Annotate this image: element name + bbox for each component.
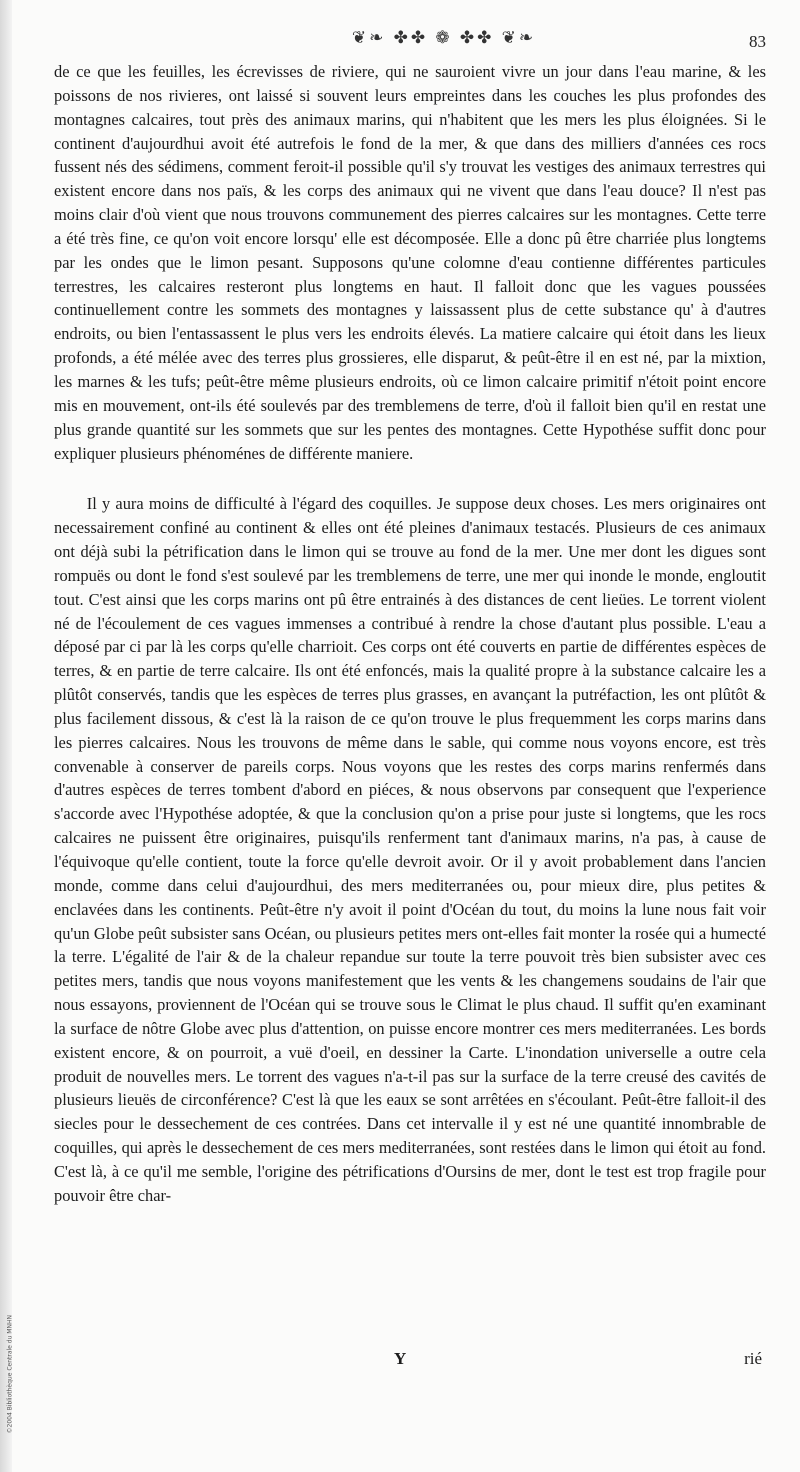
paragraph-1: de ce que les feuilles, les écrevisses de riviere, qui ne sauroient vivre un jour dans l'eau marine, & les poissons de nos rivieres, ont laissé si souvent leurs empreintes dans les couches les plus profondes des montagnes calcaires, tout près des animaux marins, qui n'habitent que les mers les plus éloignées. Si le continent d'aujourdhui avoit été autrefois le fond de la mer, & que dans des milliers d'années ces rocs fussent nés des sédimens, comment feroit-il possible qu'il s'y trouvat les vestiges des animaux terrestres qui existent encore dans nos païs, & les corps des animaux qui ne vivent que dans l'eau douce? Il n'est pas moins clair d'où vient que nous trouvons communement des pierres calcaires sur les montagnes. Cette terre a été très fine, ce qu'on voit encore lorsqu' elle est décomposée. Elle a donc pû être charriée plus longtems par les ondes que le limon pesant. Supposons qu'une colomne d'eau contienne différentes particules terrestres, les calcaires resteront plus longtems en haut. Il falloit donc que les vagues poussées continuellement contre les sommets des montagnes y laissassent plus de cette substance qu' à d'autres endroits, ou bien l'entassassent le plus vers les endroits élevés. La matiere calcaire qui étoit dans les lieux profonds, a été mélée avec des terres plus grossieres, elle disparut, & peût-être il en est né, par la mixtion, les marnes & les tufs; peût-être même plusieurs endroits, où ce limon calcaire primitif n'étoit point encore mis en mouvement, ont-ils été soulevés par des tremblemens de terre, d'où il falloit bien qu'il en restat une plus grande quantité sur les sommets que sur les pentes des montagnes. Cette Hypothése suffit donc pour expliquer plusieurs phénoménes de différente maniere.: [54, 62, 766, 463]
body-text: [54, 60, 766, 1208]
catchword: rié: [744, 1349, 762, 1368]
page-number: 83: [749, 32, 766, 51]
scan-edge-shadow: [0, 0, 12, 1472]
paragraph-2: Il y aura moins de difficulté à l'égard des coquilles. Je suppose deux choses. Les mers originaires ont necessairement confiné au continent & elles ont été pleines d'animaux testacés. Plusieurs de ces animaux ont déjà subi la pétrification dans le limon qui se trouve au fond de la mer. Une mer dont les digues sont rompuës ou dont le fond s'est soulevé par les tremblemens de terre, une mer qui inonde le monde, engloutit tout. C'est ainsi que les corps marins ont pû être entrainés à des distances de cent lieües. Le torrent violent né de l'écoulement de ces vagues immenses a contribué à rendre la chose d'autant plus possible. L'eau a déposé par ci par là les corps qu'elle charrioit. Ces corps ont été couverts en partie de différentes espèces de terres, & en partie de terre calcaire. Ils ont été enfoncés, mais la qualité propre à la substance calcaire les a plûtôt conservés, tandis que les espèces de terres plus grasses, en avançant la putréfaction, les ont plûtôt & plus facilement dissous, & c'est là la raison de ce qu'on trouve le plus frequemment les corps marins dans les pierres calcaires. Nous les trouvons de même dans le sable, qui comme nous voyons encore, est très convenable à conserver de pareils corps. Nous voyons que les restes des corps marins renfermés dans d'autres espèces de terres tombent d'abord en piéces, & nous observons par consequent que l'experience s'accorde avec l'Hypothése adoptée, & que la conclusion qu'on a prise pour juste si longtems, que les rocs calcaires ne puissent être originaires, puisqu'ils renferment tant d'animaux marins, n'a pas, à cause de l'équivoque qu'elle contient, toute la force qu'elle devroit avoir. Or il y avoit probablement dans l'ancien monde, comme dans celui d'aujourdhui, des mers mediterranées ou, pour mieux dire, plus petites & enclavées dans les continents. Peût-être n'y avoit il point d'Océan du tout, du moins la lune nous fait voir qu'un Globe peût subsister sans Océan, ou plusieurs petites mers ont-elles fait monter la rosée qui a humecté la terre. L'égalité de l'air & de la chaleur repandue sur toute la terre pouvoit très bien subsister avec ces petites mers, tandis que nous voyons manifestement que les vents & les changemens soudains de l'air que nous essayons, proviennent de l'Océan qui se trouve sous le Climat le plus chaud. Il suffit qu'en examinant la surface de nôtre Globe avec plus d'attention, on puisse encore montrer ces mers mediterranées. Les bords existent encore, & on pourroit, a vuë d'oeil, en dessiner la Carte. L'inondation universelle a outre cela produit de nouvelles mers. Le torrent des vagues n'a-t-il pas sur la surface de la terre creusé des cavités de plusieurs lieuës de circonférence? C'est là que les eaux se sont arrêtées en s'écoulant. Peût-être falloit-il des siecles pour le dessechement de ces contrées. Dans cet intervalle il y est né une quantité innombrable de coquilles, qui après le dessechement de ces mers mediterranées, sont restées dans le limon qui étoit au fond. C'est là, à ce qu'il me semble, l'origine des pétrifications d'Oursins de mer, dont le test est trop fragile pour pouvoir être char-: [54, 494, 766, 1205]
side-credit-text: ©2004 Bibliothèque Centrale du MNHN: [6, 1315, 14, 1434]
page-footer: [54, 1349, 766, 1375]
signature-mark: Y: [394, 1349, 407, 1368]
running-header: [54, 28, 770, 58]
header-ornament: ❦❧ ✤✤ ❁ ✤✤ ❦❧: [351, 28, 537, 47]
